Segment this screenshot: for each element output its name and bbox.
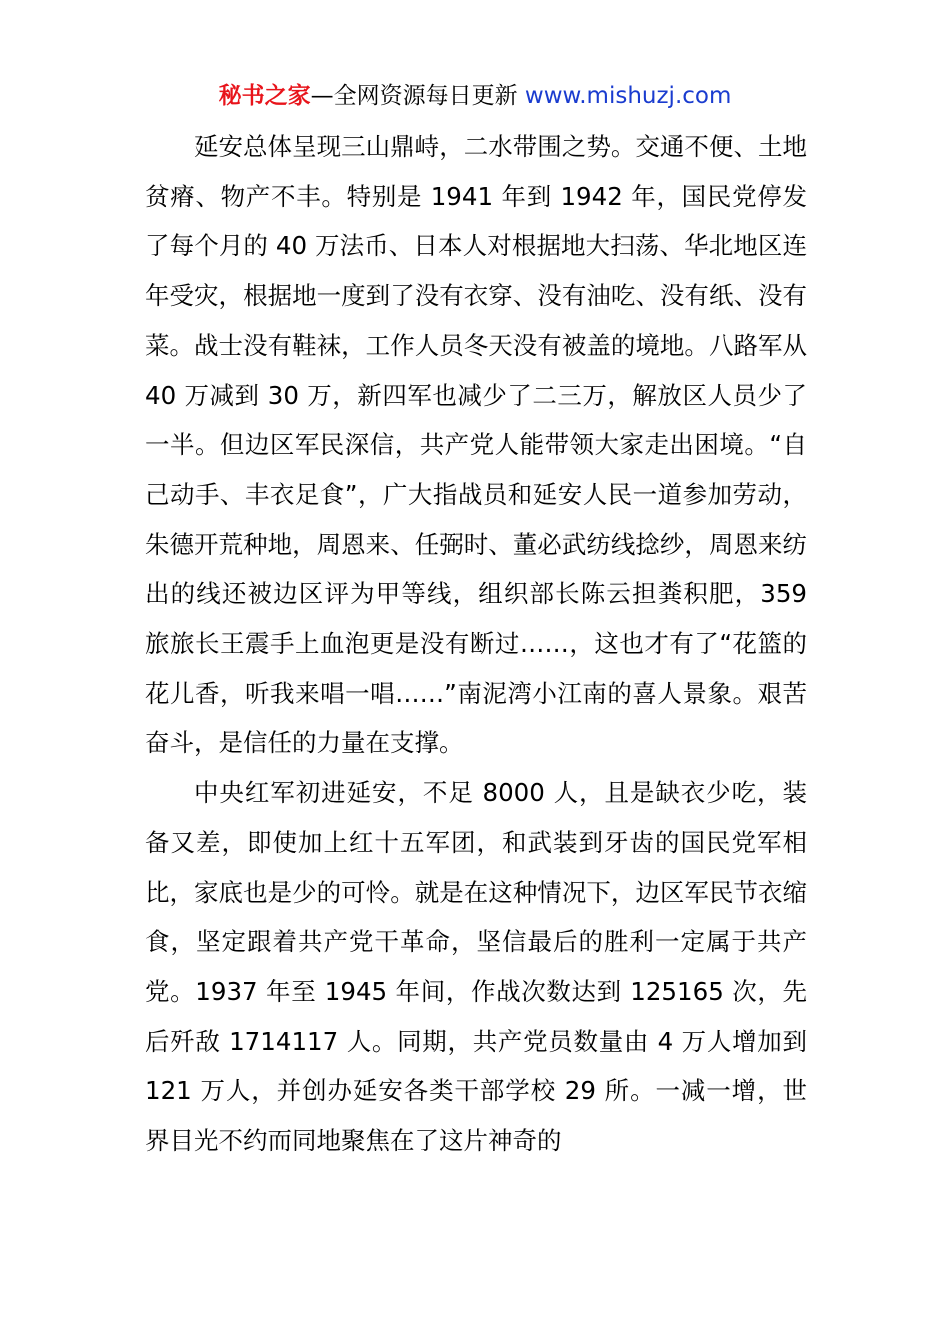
site-header xyxy=(0,80,950,112)
paragraph-1: 延安总体呈现三山鼎峙，二水带围之势。交通不便、土地贫瘠、物产不丰。特别是 1941 年到 1942 年，国民党停发了每个月的 40 万法币、日本人对根据地大扫荡、华北地区连年受灾，根据地一度到了没有衣穿、没有油吃、没有纸、没有菜。战士没有鞋袜，工作人员冬天没有被盖的境地。八路军从 40 万减到 30 万，新四军也减少了二三万，解放区人员少了一半。但边区军民深信，共产党人能带领大家走出困境。“自己动手、丰衣足食”，广大指战员和延安人民一道参加劳动，朱德开荒种地，周恩来、任弼时、董必武纺线捻纱，周恩来纺出的线还被边区评为甲等线，组织部长陈云担粪积肥，359 旅旅长王震手上血泡更是没有断过……，这也才有了“花篮的花儿香，听我来唱一唱……”南泥湾小江南的喜人景象。艰苦奋斗，是信任的力量在支撑。 xyxy=(145,132,807,758)
site-url-link[interactable]: www.mishuzj.com xyxy=(524,83,732,109)
brand-name: 秘书之家 xyxy=(218,83,311,109)
header-tagline: —全网资源每日更新 xyxy=(310,83,525,109)
document-body xyxy=(145,122,807,1166)
paragraph-2: 中央红军初进延安，不足 8000 人，且是缺衣少吃，装备又差，即使加上红十五军团，和武装到牙齿的国民党军相比，家底也是少的可怜。就是在这种情况下，边区军民节衣缩食，坚定跟着共产党干革命，坚信最后的胜利一定属于共产党。1937 年至 1945 年间，作战次数达到 125165 次，先后歼敌 1714117 人。同期，共产党员数量由 4 万人增加到 121 万人，并创办延安各类干部学校 29 所。一减一增，世界目光不约而同地聚焦在了这片神奇的 xyxy=(145,778,807,1156)
